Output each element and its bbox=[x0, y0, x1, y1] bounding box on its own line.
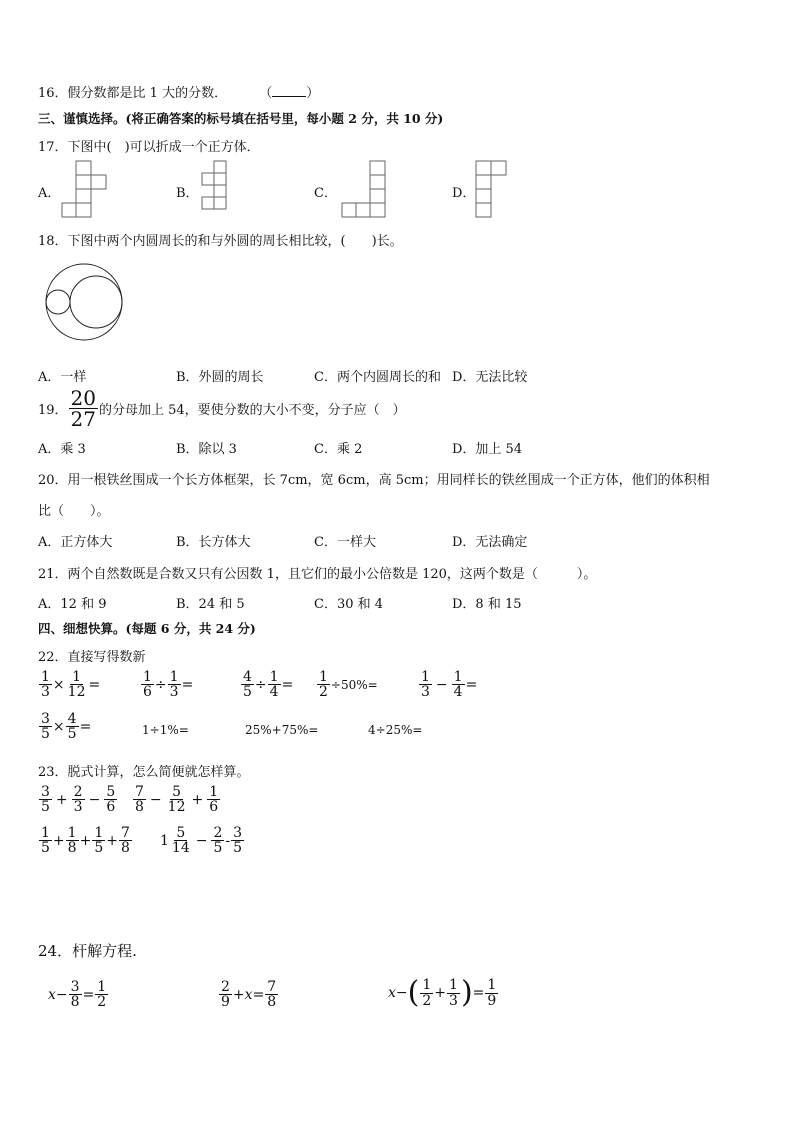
q21-option-a[interactable]: A．12 和 9 bbox=[38, 597, 107, 612]
q22-expr-7: 1÷1%= bbox=[142, 723, 189, 737]
q18-option-b[interactable]: B．外圆的周长 bbox=[176, 370, 264, 385]
q23-expr-2: $\frac{7}{8}$ − $\frac{5}{12}$ + $\frac{1}{6}$ bbox=[135, 784, 219, 816]
question-21-text: 21．两个自然数既是合数又只有公因数 1，且它们的最小公倍数是 120，这两个数是（ ）。 bbox=[38, 567, 597, 582]
q18-option-c[interactable]: C．两个内圆周长的和 bbox=[314, 370, 441, 385]
circles-figure bbox=[44, 262, 126, 344]
q17-option-d[interactable]: D． bbox=[452, 186, 476, 201]
question-16: 16．假分数都是比 1 大的分数． （ ） bbox=[38, 86, 320, 101]
question-16-text: 16．假分数都是比 1 大的分数． bbox=[38, 86, 228, 101]
q21-option-c[interactable]: C．30 和 4 bbox=[314, 597, 384, 612]
section-3-title: 三、谨慎选择。(将正确答案的标号填在括号里，每小题 2 分，共 10 分) bbox=[38, 111, 444, 126]
question-23-title: 23．脱式计算，怎么简便就怎样算。 bbox=[38, 765, 250, 780]
q21-option-b[interactable]: B．24 和 5 bbox=[176, 597, 245, 612]
q22-expr-8: 25%+75%= bbox=[245, 723, 319, 737]
q17-option-b[interactable]: B． bbox=[176, 186, 199, 201]
q23-expr-4: 1 $\frac{5}{14}$ − $\frac{2}{5}$ - $\frac{3}{5}$ bbox=[160, 825, 243, 857]
q24-equation-1: x − $\frac{3}{8}$ = $\frac{1}{2}$ bbox=[48, 979, 107, 1011]
q22-expr-2: $\frac{1}{6}$ ÷ $\frac{1}{3}$ = bbox=[143, 669, 194, 701]
cube-net-c-figure bbox=[340, 160, 390, 220]
q18-option-d[interactable]: D．无法比较 bbox=[452, 370, 528, 385]
section-4-title: 四、细想快算。(每题 6 分，共 24 分) bbox=[38, 621, 256, 636]
q24-equation-2: $\frac{2}{9}$ + x = $\frac{7}{8}$ bbox=[221, 979, 277, 1011]
q21-option-d[interactable]: D．8 和 15 bbox=[452, 597, 522, 612]
q22-expr-1: $\frac{1}{3}$ × $\frac{1}{12}$ = bbox=[41, 669, 101, 701]
q22-expr-6: $\frac{3}{5}$ × $\frac{4}{5}$ = bbox=[41, 711, 92, 743]
cube-net-d-figure bbox=[474, 160, 514, 220]
question-22-title: 22．直接写得数新 bbox=[38, 650, 146, 665]
q22-expr-4: $\frac{1}{2}$ ÷50%= bbox=[319, 669, 378, 701]
q23-expr-3: $\frac{1}{5}$ + $\frac{1}{8}$ + $\frac{1}{5}$ + $\frac{7}{8}$ bbox=[41, 825, 130, 857]
q20-option-d[interactable]: D．无法确定 bbox=[452, 535, 528, 550]
answer-blank[interactable] bbox=[272, 84, 306, 97]
q22-expr-5: $\frac{1}{3}$ − $\frac{1}{4}$ = bbox=[421, 669, 478, 701]
q19-option-d[interactable]: D．加上 54 bbox=[452, 442, 523, 457]
q20-option-b[interactable]: B．长方体大 bbox=[176, 535, 251, 550]
q22-expr-9: 4÷25%= bbox=[368, 723, 423, 737]
q19-option-a[interactable]: A．乘 3 bbox=[38, 442, 86, 457]
question-19: 19． $\frac{20}{27}$ 的分母加上 54，要使分数的大小不变，分子应（ ） bbox=[38, 386, 406, 432]
question-24-title: 24．杆解方程. bbox=[38, 942, 137, 960]
question-20-line2: 比（ ）。 bbox=[38, 504, 110, 519]
q18-option-a[interactable]: A．一样 bbox=[38, 370, 87, 385]
q19-option-c[interactable]: C．乘 2 bbox=[314, 442, 363, 457]
q17-option-c[interactable]: C． bbox=[314, 186, 337, 201]
q20-option-c[interactable]: C．一样大 bbox=[314, 535, 376, 550]
fraction-20-27: $\frac{20}{27}$ bbox=[70, 386, 96, 432]
cube-net-b-figure bbox=[198, 160, 238, 220]
q24-equation-3: x − ( $\frac{1}{2}$ + $\frac{1}{3}$ ) = $\frac{1}{9}$ bbox=[388, 975, 497, 1010]
q17-option-a[interactable]: A． bbox=[38, 186, 61, 201]
q23-expr-1: $\frac{3}{5}$ + $\frac{2}{3}$ − $\frac{5}{6}$ bbox=[41, 784, 116, 816]
question-17-text: 17．下图中( )可以折成一个正方体． bbox=[38, 140, 260, 155]
q22-expr-3: $\frac{4}{5}$ ÷ $\frac{1}{4}$ = bbox=[243, 669, 294, 701]
q20-option-a[interactable]: A．正方体大 bbox=[38, 535, 113, 550]
question-19-text: 的分母加上 54，要使分数的大小不变，分子应（ ） bbox=[99, 403, 406, 419]
question-18-text: 18．下图中两个内圆周长的和与外圆的周长相比较，( )长。 bbox=[38, 234, 403, 249]
q19-option-b[interactable]: B．除以 3 bbox=[176, 442, 237, 457]
cube-net-a-figure bbox=[60, 160, 110, 220]
question-20-line1: 20．用一根铁丝围成一个长方体框架，长 7cm，宽 6cm，高 5cm；用同样长的铁丝围成一个正方体，他们的体积相 bbox=[38, 473, 710, 488]
